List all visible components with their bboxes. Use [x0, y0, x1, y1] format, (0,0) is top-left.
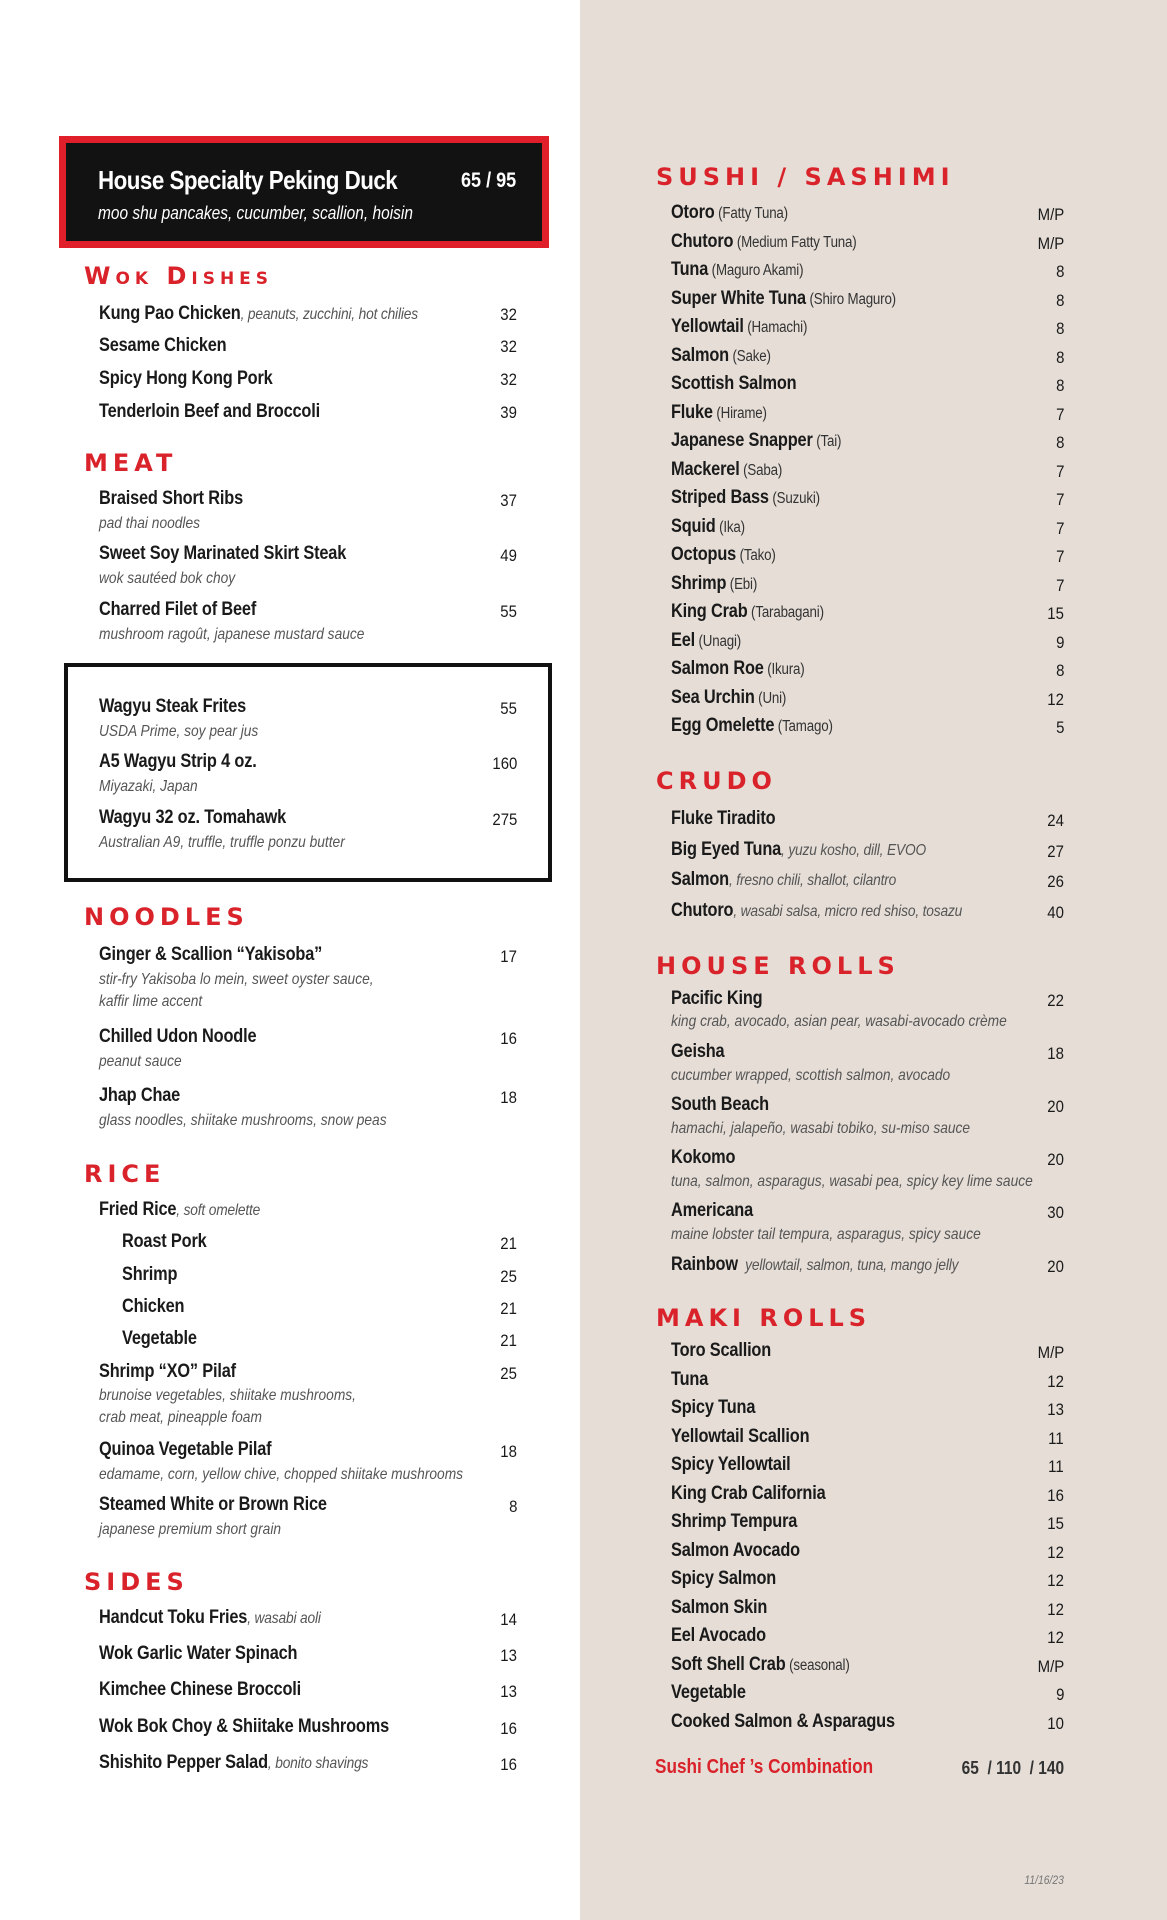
item-price: 16 — [1047, 1486, 1064, 1505]
menu-item: Geisha — [671, 1041, 725, 1062]
menu-item — [671, 459, 782, 481]
section-title-maki: MAKI ROLLS — [656, 1304, 872, 1332]
item-price: 12 — [1047, 1543, 1064, 1562]
item-name: Chutoro — [671, 231, 734, 252]
menu-item — [671, 259, 803, 281]
item-price: 10 — [1047, 1714, 1064, 1733]
item-translation: (Medium Fatty Tuna) — [733, 234, 857, 251]
item-price: 11 — [1048, 1457, 1064, 1476]
item-price: 21 — [500, 1299, 517, 1318]
item-price: 25 — [500, 1267, 517, 1286]
item-price: M/P — [1037, 234, 1064, 253]
menu-item: Steamed White or Brown Rice — [99, 1494, 327, 1515]
item-name: Handcut Toku Fries — [99, 1607, 248, 1628]
item-description: king crab, avocado, asian pear, wasabi-avocado crème — [671, 1013, 1007, 1030]
item-note: , wasabi aoli — [247, 1610, 321, 1627]
item-description: hamachi, jalapeño, wasabi tobiko, su-miso sauce — [671, 1120, 971, 1137]
item-name: Kung Pao Chicken — [99, 303, 241, 324]
item-price: 9 — [1055, 633, 1064, 652]
item-price: 11 — [1048, 1429, 1064, 1448]
combination-name: Sushi Chef ’s Combination — [655, 1756, 874, 1778]
menu-item: Sweet Soy Marinated Skirt Steak — [99, 543, 347, 564]
item-price: M/P — [1037, 1657, 1064, 1676]
menu-item: Salmon Skin — [671, 1597, 768, 1618]
menu-item: Salmon Avocado — [671, 1540, 800, 1561]
item-name: Eel — [671, 630, 696, 651]
item-translation: (Hamachi) — [743, 319, 808, 336]
item-name: Otoro — [671, 202, 715, 223]
item-name: Scottish Salmon — [671, 373, 797, 394]
item-price: 27 — [1047, 842, 1064, 861]
item-price: 12 — [1047, 690, 1064, 709]
menu-item: Spicy Tuna — [671, 1397, 756, 1418]
item-note: , yuzu kosho, dill, EVOO — [781, 842, 927, 859]
item-name: Shishito Pepper Salad — [99, 1752, 268, 1773]
item-price: 17 — [500, 947, 517, 966]
section-title-crudo: CRUDO — [656, 767, 777, 795]
menu-item: Shrimp Tempura — [671, 1511, 798, 1532]
item-price: 12 — [1047, 1571, 1064, 1590]
item-description: USDA Prime, soy pear jus — [99, 723, 259, 740]
item-price: 26 — [1047, 872, 1064, 891]
item-price: M/P — [1037, 205, 1064, 224]
menu-item — [671, 373, 796, 395]
combination-price: 65 / 110 / 140 — [961, 1758, 1064, 1778]
item-translation: (Tai) — [812, 433, 842, 450]
item-name: Soft Shell Crab — [671, 1654, 786, 1675]
section-title-wok: Wok Dishes — [84, 262, 274, 290]
menu-item-option: Shrimp — [122, 1264, 178, 1285]
item-note: , peanuts, zucchini, hot chilies — [240, 306, 418, 323]
menu-item: Braised Short Ribs — [99, 488, 243, 509]
item-name: Big Eyed Tuna — [671, 839, 782, 860]
item-price: 25 — [500, 1364, 517, 1383]
menu-item — [671, 316, 807, 338]
menu-item: Ginger & Scallion “Yakisoba” — [99, 944, 323, 965]
item-price: 40 — [1047, 903, 1064, 922]
menu-item — [671, 573, 757, 595]
menu-item — [99, 1199, 260, 1221]
item-price: 21 — [500, 1331, 517, 1350]
item-note: , bonito shavings — [267, 1755, 369, 1772]
menu-item: Quinoa Vegetable Pilaf — [99, 1439, 272, 1460]
menu-item: Cooked Salmon & Asparagus — [671, 1711, 895, 1732]
item-price: 13 — [1047, 1400, 1064, 1419]
section-title-meat: MEAT — [84, 449, 178, 477]
menu-item — [671, 630, 741, 652]
item-translation: (Ika) — [715, 519, 745, 536]
item-name: Yellowtail — [671, 316, 744, 337]
item-price: 55 — [500, 699, 517, 718]
specialty-box — [59, 136, 549, 248]
item-name: Rainbow — [671, 1254, 738, 1275]
menu-item — [671, 601, 824, 623]
item-price: 160 — [492, 754, 517, 773]
item-price: 8 — [1055, 661, 1064, 680]
menu-item: Kokomo — [671, 1147, 736, 1168]
item-price: 39 — [500, 403, 517, 422]
specialty-description: moo shu pancakes, cucumber, scallion, hoisin — [98, 203, 413, 223]
item-translation: (Ebi) — [726, 576, 758, 593]
item-name: Super White Tuna — [671, 288, 806, 309]
menu-item — [99, 303, 418, 325]
menu-item — [671, 544, 776, 566]
item-price: 20 — [1047, 1257, 1064, 1276]
item-translation: (Tarabagani) — [747, 604, 824, 621]
menu-item — [671, 715, 833, 737]
item-price: 7 — [1055, 462, 1064, 481]
item-price: 7 — [1055, 576, 1064, 595]
item-price: M/P — [1037, 1343, 1064, 1362]
menu-item — [99, 1752, 368, 1774]
item-name: Fluke Tiradito — [671, 808, 776, 829]
menu-item — [671, 900, 962, 922]
item-description: brunoise vegetables, shiitake mushrooms, — [99, 1387, 356, 1404]
item-price: 30 — [1047, 1203, 1064, 1222]
specialty-price: 65 / 95 — [460, 169, 516, 192]
item-price: 16 — [500, 1719, 517, 1738]
item-price: 8 — [1055, 291, 1064, 310]
item-price: 20 — [1047, 1150, 1064, 1169]
item-price: 21 — [500, 1234, 517, 1253]
menu-item — [671, 869, 896, 891]
item-name: Mackerel — [671, 459, 740, 480]
item-name: Sea Urchin — [671, 687, 755, 708]
menu-item — [671, 1254, 958, 1276]
item-price: 15 — [1047, 1514, 1064, 1533]
menu-item: Vegetable — [671, 1682, 746, 1703]
item-name: Striped Bass — [671, 487, 769, 508]
menu-item: Wagyu Steak Frites — [99, 696, 247, 717]
item-description: stir-fry Yakisoba lo mein, sweet oyster sauce, — [99, 971, 374, 988]
menu-item: Eel Avocado — [671, 1625, 766, 1646]
menu-item: King Crab California — [671, 1483, 826, 1504]
item-price: 12 — [1047, 1628, 1064, 1647]
item-price: 13 — [500, 1646, 517, 1665]
item-translation: (Fatty Tuna) — [714, 205, 788, 222]
item-price: 37 — [500, 491, 517, 510]
menu-item — [671, 345, 771, 367]
item-price: 14 — [500, 1610, 517, 1629]
menu-item: Tenderloin Beef and Broccoli — [99, 401, 320, 422]
section-title-rice: RICE — [84, 1160, 166, 1188]
menu-item: A5 Wagyu Strip 4 oz. — [99, 751, 257, 772]
menu-item-option: Vegetable — [122, 1328, 197, 1349]
item-price: 16 — [500, 1029, 517, 1048]
specialty-inner — [66, 143, 542, 241]
item-price: 9 — [1055, 1685, 1064, 1704]
item-price: 7 — [1055, 519, 1064, 538]
item-name: King Crab — [671, 601, 748, 622]
menu-item: Toro Scallion — [671, 1340, 772, 1361]
item-price: 24 — [1047, 811, 1064, 830]
menu-item — [671, 658, 805, 680]
item-price: 8 — [1055, 433, 1064, 452]
menu-item: Kimchee Chinese Broccoli — [99, 1679, 302, 1700]
item-translation: (Unagi) — [695, 633, 742, 650]
item-note: , fresno chili, shallot, cilantro — [728, 872, 897, 889]
section-title-sides: SIDES — [84, 1568, 189, 1596]
menu-item — [671, 402, 767, 424]
section-title-house-rolls: HOUSE ROLLS — [656, 952, 900, 980]
menu-item: Spicy Yellowtail — [671, 1454, 791, 1475]
menu-item — [671, 202, 788, 224]
item-price: 18 — [500, 1088, 517, 1107]
item-note: , soft omelette — [176, 1202, 261, 1219]
item-price: 12 — [1047, 1372, 1064, 1391]
item-description: cucumber wrapped, scottish salmon, avocado — [671, 1067, 951, 1084]
item-price: 32 — [500, 337, 517, 356]
item-name: Octopus — [671, 544, 737, 565]
menu-item: Spicy Salmon — [671, 1568, 777, 1589]
item-price: 8 — [1055, 348, 1064, 367]
item-translation: (Hirame) — [712, 405, 767, 422]
item-price: 13 — [500, 1682, 517, 1701]
item-description: maine lobster tail tempura, asparagus, spicy sauce — [671, 1226, 981, 1243]
item-name: Tuna — [671, 259, 709, 280]
menu-item: Jhap Chae — [99, 1085, 181, 1106]
item-price: 32 — [500, 305, 517, 324]
item-name: Shrimp — [671, 573, 727, 594]
item-name: Fried Rice — [99, 1199, 177, 1220]
menu-item-option: Roast Pork — [122, 1231, 207, 1252]
item-description: tuna, salmon, asparagus, wasabi pea, spicy key lime sauce — [671, 1173, 1033, 1190]
item-price: 8 — [1055, 262, 1064, 281]
menu-item: Wok Bok Choy & Shiitake Mushrooms — [99, 1716, 390, 1737]
item-description: peanut sauce — [99, 1053, 182, 1070]
menu-item — [671, 839, 926, 861]
item-translation: (Shiro Maguro) — [805, 291, 896, 308]
item-price: 22 — [1047, 991, 1064, 1010]
menu-item — [671, 808, 775, 830]
item-price: 275 — [492, 810, 517, 829]
section-title-sushi: SUSHI / SASHIMI — [656, 163, 955, 191]
menu-item: Wagyu 32 oz. Tomahawk — [99, 807, 287, 828]
menu-item: Yellowtail Scallion — [671, 1426, 810, 1447]
section-title-noodles: NOODLES — [84, 903, 249, 931]
item-price: 7 — [1055, 490, 1064, 509]
item-name: Fluke — [671, 402, 713, 423]
menu-item: Americana — [671, 1200, 754, 1221]
item-price: 20 — [1047, 1097, 1064, 1116]
item-price: 18 — [500, 1442, 517, 1461]
menu-item — [671, 231, 857, 253]
menu-item: Wok Garlic Water Spinach — [99, 1643, 298, 1664]
item-description: Australian A9, truffle, truffle ponzu butter — [99, 834, 345, 851]
menu-item: South Beach — [671, 1094, 769, 1115]
item-price: 16 — [500, 1755, 517, 1774]
menu-date: 11/16/23 — [1024, 1873, 1064, 1887]
item-price: 7 — [1055, 547, 1064, 566]
item-price: 8 — [508, 1497, 517, 1516]
menu-item — [671, 288, 896, 310]
item-note: , wasabi salsa, micro red shiso, tosazu — [733, 903, 963, 920]
item-description: Miyazaki, Japan — [99, 778, 198, 795]
item-description: japanese premium short grain — [99, 1521, 282, 1538]
menu-item: Charred Filet of Beef — [99, 599, 257, 620]
item-translation: (Suzuki) — [768, 490, 820, 507]
item-translation: (seasonal) — [785, 1657, 850, 1674]
item-name: Salmon — [671, 345, 729, 366]
item-price: 15 — [1047, 604, 1064, 623]
item-name: Egg Omelette — [671, 715, 775, 736]
menu-item — [671, 1654, 850, 1676]
item-name: Chutoro — [671, 900, 734, 921]
menu-item: Spicy Hong Kong Pork — [99, 368, 273, 389]
item-translation: (Maguro Akami) — [708, 262, 804, 279]
item-description: kaffir lime accent — [99, 993, 203, 1010]
item-price: 18 — [1047, 1044, 1064, 1063]
menu-item: Sesame Chicken — [99, 335, 227, 356]
menu-item — [671, 687, 786, 709]
item-translation: (Tamago) — [774, 718, 833, 735]
item-translation: (Uni) — [754, 690, 787, 707]
item-translation: (Tako) — [736, 547, 776, 564]
item-name: Salmon Roe — [671, 658, 764, 679]
item-description: edamame, corn, yellow chive, chopped shiitake mushrooms — [99, 1466, 464, 1483]
item-note: yellowtail, salmon, tuna, mango jelly — [737, 1257, 959, 1274]
menu-item: Pacific King — [671, 988, 763, 1009]
item-name: Salmon — [671, 869, 729, 890]
menu-item: Chilled Udon Noodle — [99, 1026, 257, 1047]
item-price: 8 — [1055, 319, 1064, 338]
specialty-name: House Specialty Peking Duck — [98, 165, 398, 195]
menu-item: Tuna — [671, 1369, 709, 1390]
menu-item — [99, 1607, 321, 1629]
item-price: 49 — [500, 546, 517, 565]
item-description: wok sautéed bok choy — [99, 570, 236, 587]
menu-item-option: Chicken — [122, 1296, 185, 1317]
menu-item — [671, 430, 841, 452]
item-price: 32 — [500, 370, 517, 389]
item-price: 7 — [1055, 405, 1064, 424]
item-translation: (Saba) — [739, 462, 783, 479]
item-description: crab meat, pineapple foam — [99, 1409, 262, 1426]
item-price: 8 — [1055, 376, 1064, 395]
item-price: 12 — [1047, 1600, 1064, 1619]
menu-item — [671, 487, 820, 509]
item-description: pad thai noodles — [99, 515, 200, 532]
item-description: glass noodles, shiitake mushrooms, snow peas — [99, 1112, 387, 1129]
menu-item — [671, 516, 745, 538]
item-price: 5 — [1055, 718, 1064, 737]
item-description: mushroom ragoût, japanese mustard sauce — [99, 626, 365, 643]
menu-item: Shrimp “XO” Pilaf — [99, 1361, 236, 1382]
item-name: Japanese Snapper — [671, 430, 813, 451]
item-translation: (Sake) — [728, 348, 771, 365]
item-translation: (Ikura) — [763, 661, 805, 678]
item-name: Squid — [671, 516, 716, 537]
item-price: 55 — [500, 602, 517, 621]
